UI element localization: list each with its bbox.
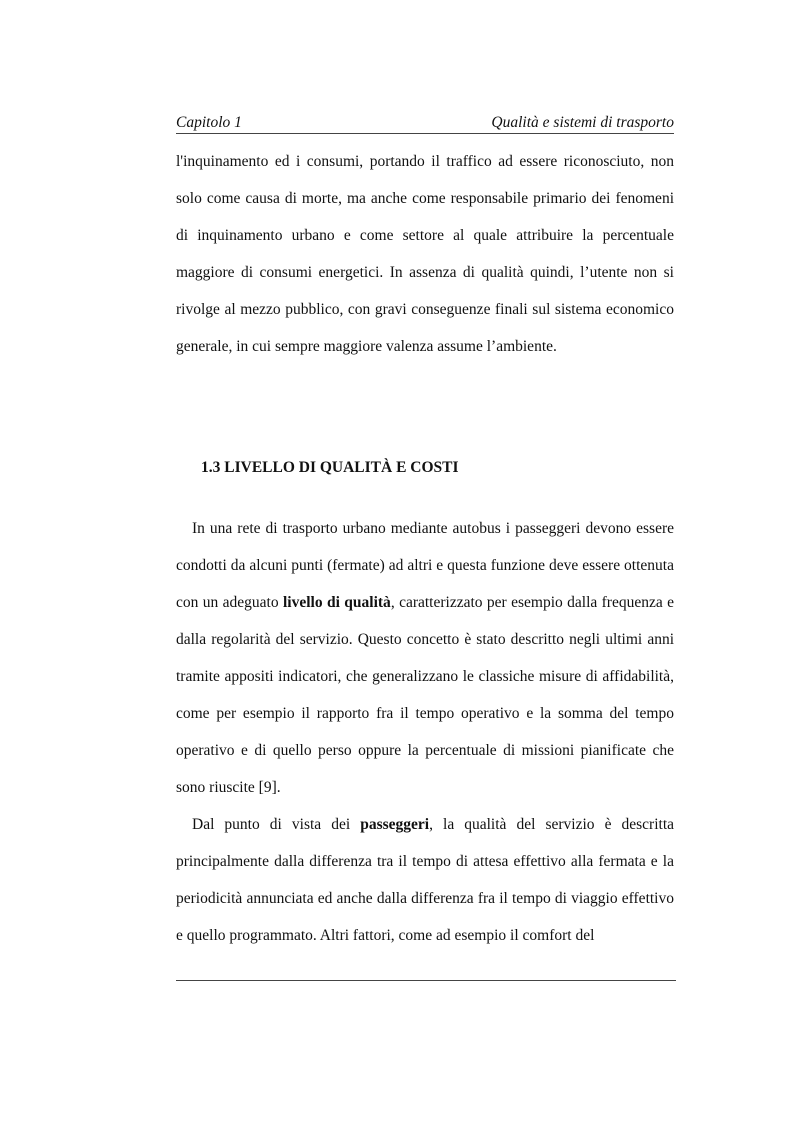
section-title: Qualità e sistemi di trasporto	[491, 114, 674, 131]
paragraph-passengers	[176, 806, 674, 954]
footer-rule	[176, 980, 676, 981]
text-run: Dal punto di vista dei	[192, 816, 361, 833]
paragraph-quality-level	[176, 510, 674, 806]
text-run: , la qualità del servizio è descritta principalmente dalla differenza tra il tempo di attesa effettivo alla fermata e la periodicità annunciata ed anche dalla differenza fra il tempo di viaggio effettivo e quello programmato. Altri fattori, come ad esempio il comfort del	[176, 816, 675, 944]
text-run: In una rete di trasporto urbano mediante autobus i passeggeri devono essere condotti da alcuni punti (fermate) ad altri e questa funzione deve essere ottenuta con un adeguato	[176, 520, 674, 611]
bold-term-passengers: passeggeri	[360, 816, 430, 833]
section-heading: 1.3 LIVELLO DI QUALITÀ E COSTI	[201, 459, 459, 476]
page-header	[176, 113, 674, 134]
paragraph-text	[176, 510, 674, 806]
text-run: , caratterizzato per esempio dalla frequenza e dalla regolarità del servizio. Questo concetto è stato descritto negli ultimi anni tramite appositi indicatori, che generalizzano le classiche misure di affidabilità, come per esempio il rapporto fra il tempo operativo e la somma del tempo operativo e di quello perso oppure la percentuale di missioni pianificate che sono riuscite [9].	[176, 594, 674, 796]
bold-term-quality-level: livello di qualità	[282, 594, 391, 611]
paragraph-text: l'inquinamento ed i consumi, portando il traffico ad essere riconosciuto, non solo come causa di morte, ma anche come responsabile primario dei fenomeni di inquinamento urbano e come settore al quale attribuire la percentuale maggiore di consumi energetici. In assenza di qualità quindi, l’utente non si rivolge al mezzo pubblico, con gravi conseguenze finali sul sistema economico generale, in cui sempre maggiore valenza assume l’ambiente.	[176, 153, 674, 355]
paragraph-continued	[176, 143, 674, 365]
paragraph-text	[176, 806, 674, 954]
chapter-label: Capitolo 1	[176, 114, 242, 131]
